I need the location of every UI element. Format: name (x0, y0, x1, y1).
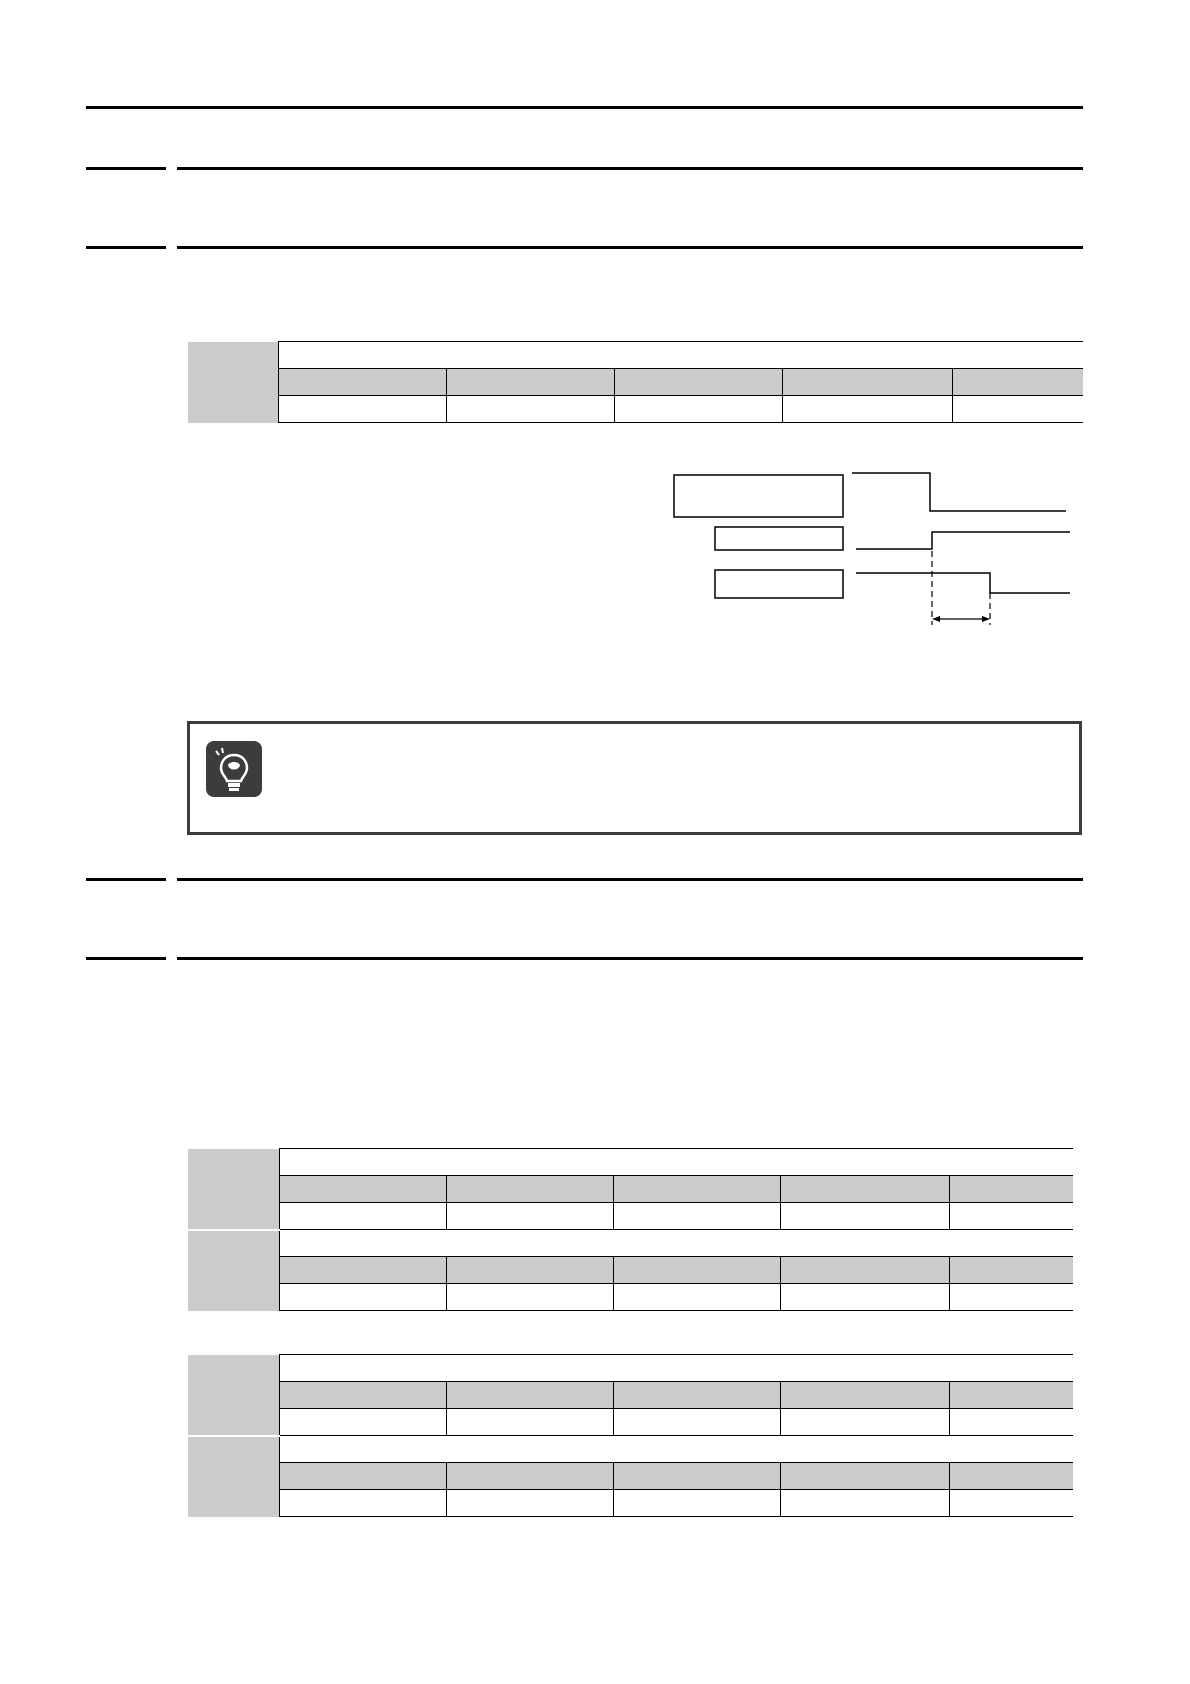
param-number-cell (188, 342, 278, 423)
header-cell (949, 1257, 1073, 1284)
header-cell (613, 1257, 780, 1284)
value-cell (949, 1490, 1073, 1517)
value-cell (614, 396, 782, 423)
signal-line-2 (856, 532, 1070, 549)
section-rule-left-3 (86, 878, 166, 881)
signal-label-box-2 (715, 527, 843, 550)
header-cell (780, 1463, 949, 1490)
value-cell (780, 1284, 949, 1311)
param-number-cell (188, 1149, 279, 1230)
value-cell (949, 1409, 1073, 1436)
value-cell (949, 1203, 1073, 1230)
value-cell (949, 1284, 1073, 1311)
header-cell (780, 1176, 949, 1203)
signal-line-1 (852, 473, 1066, 511)
parameter-table-1 (188, 341, 1083, 423)
header-cell (952, 369, 1083, 396)
param-title-cell (279, 1355, 1073, 1382)
signal-line-3 (856, 573, 1070, 593)
header-cell (279, 1382, 446, 1409)
value-cell (446, 1203, 613, 1230)
value-cell (780, 1203, 949, 1230)
header-cell (613, 1463, 780, 1490)
value-cell (446, 1490, 613, 1517)
header-cell (446, 1382, 613, 1409)
signal-label-box-3 (715, 570, 843, 598)
header-cell (782, 369, 952, 396)
param-title-cell (278, 342, 1083, 369)
arrow-head-left (932, 616, 940, 622)
header-cell (780, 1257, 949, 1284)
parameter-table-3 (188, 1354, 1073, 1517)
param-number-cell (188, 1355, 279, 1436)
param-title-cell (279, 1149, 1073, 1176)
value-cell (613, 1203, 780, 1230)
header-cell (949, 1176, 1073, 1203)
top-rule (86, 106, 1083, 109)
value-cell (613, 1284, 780, 1311)
header-cell (446, 1463, 613, 1490)
section-rule-left-1 (86, 167, 166, 170)
header-cell (949, 1463, 1073, 1490)
header-cell (613, 1176, 780, 1203)
section-rule-left-4 (86, 957, 166, 960)
value-cell (279, 1490, 446, 1517)
section-rule-3 (177, 878, 1083, 881)
header-cell (278, 369, 446, 396)
header-cell (949, 1382, 1073, 1409)
param-number-cell (188, 1230, 279, 1311)
value-cell (780, 1490, 949, 1517)
value-cell (279, 1409, 446, 1436)
value-cell (278, 396, 446, 423)
value-cell (446, 1409, 613, 1436)
header-cell (446, 1257, 613, 1284)
value-cell (952, 396, 1083, 423)
timing-diagram (660, 465, 1080, 635)
tip-box (187, 721, 1082, 835)
param-title-cell (279, 1436, 1073, 1463)
signal-label-box-1 (674, 475, 843, 517)
header-cell (446, 1176, 613, 1203)
section-rule-4 (177, 957, 1083, 960)
value-cell (613, 1490, 780, 1517)
section-rule-2 (177, 246, 1083, 249)
value-cell (780, 1409, 949, 1436)
section-rule-1 (177, 167, 1083, 170)
header-cell (614, 369, 782, 396)
header-cell (279, 1176, 446, 1203)
param-number-cell (188, 1436, 279, 1517)
value-cell (279, 1284, 446, 1311)
section-rule-left-2 (86, 246, 166, 249)
param-title-cell (279, 1230, 1073, 1257)
header-cell (279, 1463, 446, 1490)
value-cell (446, 1284, 613, 1311)
header-cell (446, 369, 614, 396)
lightbulb-icon (206, 741, 262, 797)
arrow-head-right (982, 616, 990, 622)
header-cell (279, 1257, 446, 1284)
parameter-table-2 (188, 1148, 1073, 1311)
header-cell (780, 1382, 949, 1409)
value-cell (782, 396, 952, 423)
value-cell (446, 396, 614, 423)
value-cell (613, 1409, 780, 1436)
header-cell (613, 1382, 780, 1409)
value-cell (279, 1203, 446, 1230)
